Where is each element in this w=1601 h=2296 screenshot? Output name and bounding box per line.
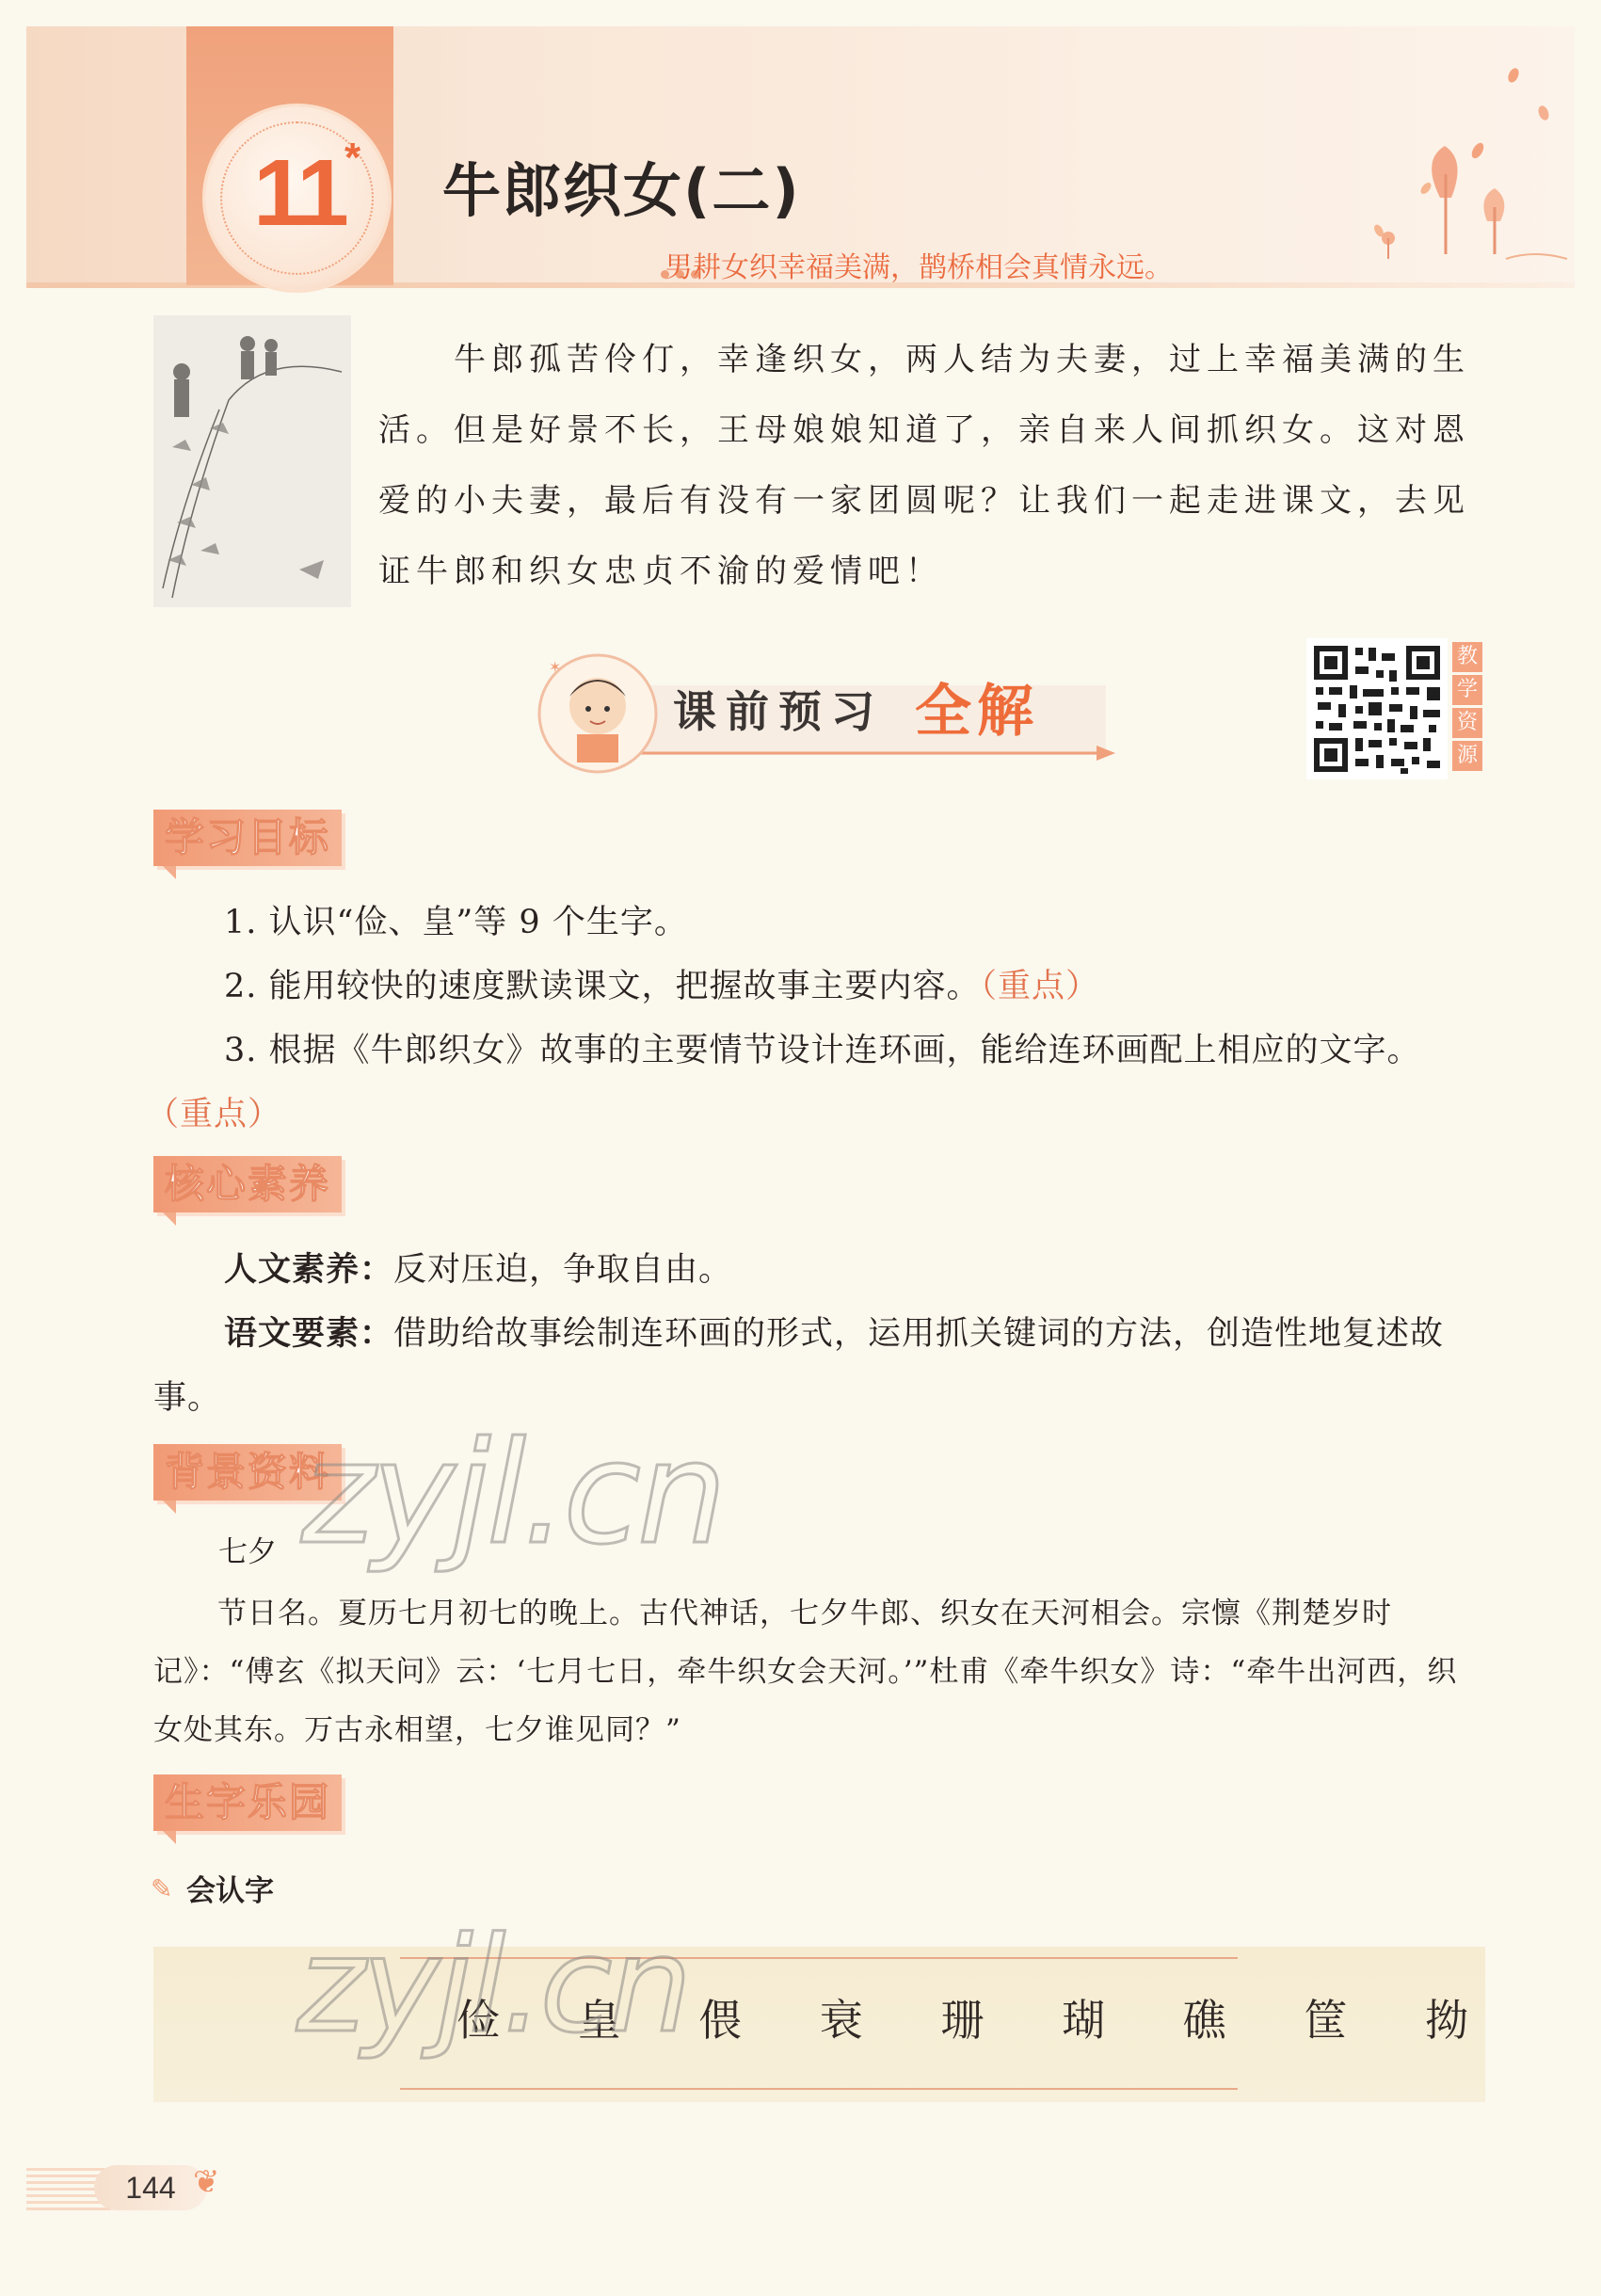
resource-tag-char: 资 bbox=[1452, 708, 1482, 738]
lesson-number: 11 bbox=[253, 140, 345, 246]
characters-list: 俭 皇 偎 衰 珊 瑚 礁 筐 拗 bbox=[456, 1995, 1500, 2046]
lesson-title: 牛郎织女(二) bbox=[442, 156, 801, 225]
goal-text: 3. 根据《牛郎织女》故事的主要情节设计连环画，能给连环画配上相应的文字。 bbox=[224, 1032, 1421, 1069]
humanities-literacy bbox=[224, 1238, 1485, 1302]
intro-paragraph: 牛郎孤苦伶仃，幸逢织女，两人结为夫妻，过上幸福美满的生活。但是好景不长，王母娘娘知道了，亲自来人间抓织女。这对恩爱的小夫妻，最后有没有一家团圆呢？让我们一起走进课文，去见证牛郎和织女忠贞不渝的爱情吧！ bbox=[378, 341, 1470, 590]
leaf-icon: ❦ bbox=[193, 2163, 220, 2201]
resource-tag-char: 教 bbox=[1452, 642, 1482, 672]
language-text: 借助给故事绘制连环画的形式，运用抓关键词的方法，创造性地复述故事。 bbox=[153, 1315, 1445, 1417]
lesson-star-mark: * bbox=[344, 135, 361, 181]
watermark: zyjl.cn bbox=[296, 1909, 689, 2063]
goal-text: 2. 能用较快的速度默读课文，把握故事主要内容。 bbox=[224, 968, 981, 1005]
section-heading-core-literacy: 核心素养 bbox=[153, 1156, 342, 1212]
characters-sub-label: 会认字 bbox=[186, 1874, 274, 1908]
goal-text: 1. 认识“俭、皇”等 9 个生字。 bbox=[224, 904, 688, 941]
characters-bottom-rule bbox=[400, 2088, 1238, 2090]
humanities-text: 反对压迫，争取自由。 bbox=[393, 1251, 733, 1289]
goal-item bbox=[224, 1019, 1504, 1083]
humanities-label: 人文素养： bbox=[224, 1251, 394, 1289]
resource-tag-char: 源 bbox=[1452, 741, 1482, 771]
preview-heading-accent: 全解 bbox=[915, 679, 1039, 745]
key-point-note: （重点） bbox=[146, 1096, 282, 1133]
intro-illustration bbox=[153, 315, 351, 607]
goal-item bbox=[224, 955, 1485, 1019]
language-literacy bbox=[153, 1302, 1485, 1430]
section-heading-learning-goals: 学习目标 bbox=[153, 810, 342, 866]
background-term: 七夕 bbox=[218, 1535, 277, 1569]
lesson-subtitle: 男耕女织幸福美满，鹊桥相会真情永远。 bbox=[664, 251, 1173, 284]
key-point-note: （重点） bbox=[980, 968, 1100, 1005]
language-label: 语文要素： bbox=[224, 1315, 394, 1353]
tree-decoration-icon bbox=[1346, 56, 1572, 273]
svg-text:✶: ✶ bbox=[549, 658, 562, 676]
pencil-icon: ✎ bbox=[151, 1873, 173, 1904]
section-heading-characters: 生字乐园 bbox=[153, 1774, 342, 1831]
goal-item bbox=[224, 891, 1485, 955]
background-text: 节日名。夏历七月初七的晚上。古代神话，七夕牛郎、织女在天河相会。宗懔《荆楚岁时记》：“傅玄《拟天问》云：‘七月七日，牵牛织女会天河。’”杜甫《牵牛织女》诗：“牵牛出河西，织女处其东。万古永相望，七夕谁见同？” bbox=[153, 1597, 1458, 1747]
resource-tag bbox=[1449, 640, 1487, 779]
watermark: zyjl.cn bbox=[301, 1412, 724, 1576]
resource-tag-char: 学 bbox=[1452, 675, 1482, 705]
section-heading-background: 背景资料 bbox=[153, 1444, 342, 1501]
preview-heading: 课前预习 bbox=[673, 686, 884, 737]
page-number: 144 bbox=[94, 2165, 207, 2210]
